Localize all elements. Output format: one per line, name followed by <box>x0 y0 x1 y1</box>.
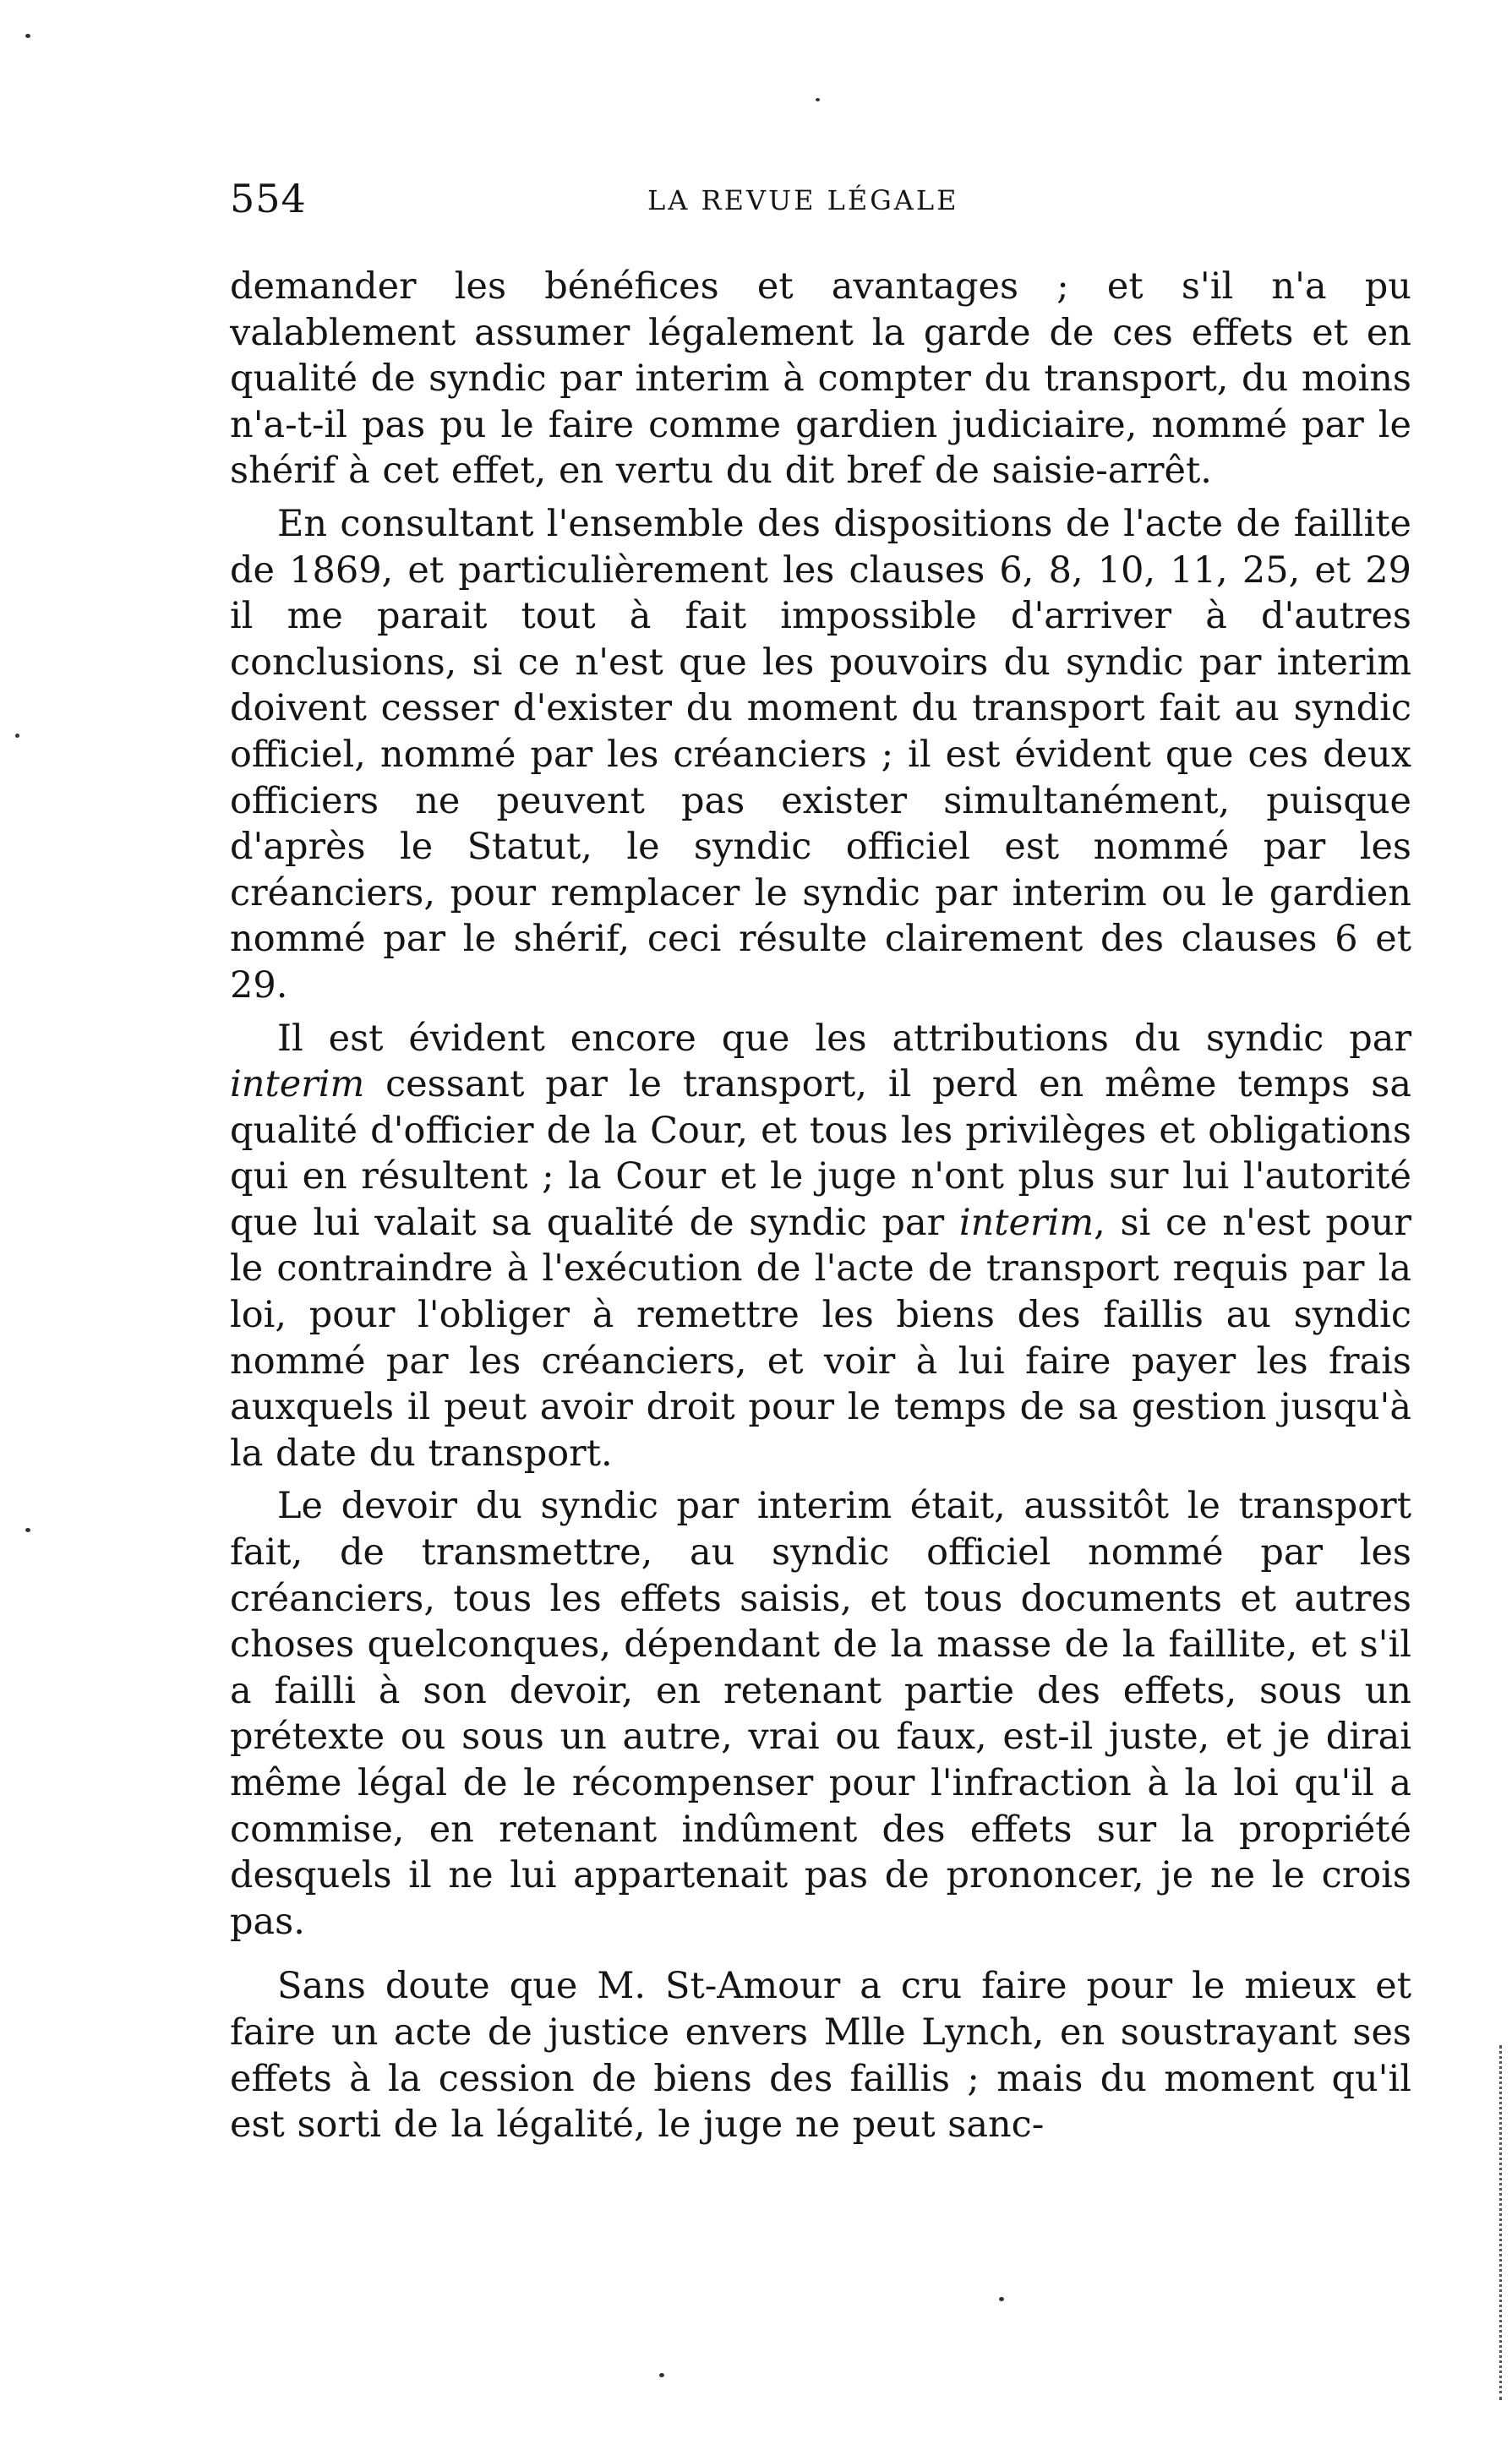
paragraph-2 <box>230 501 1411 1009</box>
paragraph-3 <box>230 1016 1411 1477</box>
scan-speck-left-margin-2 <box>25 1528 30 1532</box>
paragraph-1-text: demander les bénéfices et avantages ; et s'il n'a pu valablement assumer légalement la garde de ces effets et en qualité de syndic par interim à compter du transport, du moins n'a-t-il pas pu le faire comme gardien judiciaire, nommé par le shérif à cet effet, en vertu du dit bref de saisie-arrêt. <box>230 265 1411 493</box>
paragraph-3-text-c: , si ce n'est pour le contraindre à l'exécution de l'acte de transport requis par la loi, pour l'obliger à remettre les biens des faillis au syndic nommé par les créanciers, et voir à lui faire payer les frais auxquels il peut avoir droit pour le temps de sa gestion jusqu'à la date du transport. <box>230 1201 1411 1475</box>
paragraph-5 <box>230 1963 1411 2147</box>
page-number: 554 <box>230 176 307 221</box>
running-title: LA REVUE LÉGALE <box>647 184 959 216</box>
scan-speck-bottom-2 <box>659 2373 664 2377</box>
paragraph-4 <box>230 1483 1411 1945</box>
paragraph-5-text: Sans doute que M. St-Amour a cru faire pour le mieux et faire un acte de justice envers Mlle Lynch, en soustrayant ses effets à la cession de biens des faillis ; mais du moment qu'il est sorti de la légalité, le juge ne peut sanc- <box>230 1965 1411 2147</box>
paragraph-2-text: En consultant l'ensemble des dispositions de l'acte de faillite de 1869, et particulièrement les clauses 6, 8, 10, 11, 25, et 29 il me parait tout à fait impossible d'arriver à d'autres conclusions, si ce n'est que les pouvoirs du syndic par interim doivent cesser d'exister du moment du transport fait au syndic officiel, nommé par les créanciers ; il est évident que ces deux officiers ne peuvent pas exister simultanément, puisque d'après le Statut, le syndic officiel est nommé par les créanciers, pour remplacer le syndic par interim ou le gardien nommé par le shérif, ceci résulte clairement des clauses 6 et 29. <box>230 502 1411 1007</box>
paragraph-3-text-a: Il est évident encore que les attributions du syndic par <box>277 1017 1411 1060</box>
body-text <box>230 264 1411 2148</box>
scan-speck-bottom-1 <box>999 2297 1004 2301</box>
page-header <box>230 176 1413 226</box>
scan-speck-top-center <box>816 98 820 101</box>
paragraph-4-text: Le devoir du syndic par interim était, aussitôt le transport fait, de transmettre, au syndic officiel nommé par les créanciers, tous les effets saisis, et tous documents et autres choses quelconques, dépendant de la masse de la faillite, et s'il a failli à son devoir, en retenant partie des effets, sous un prétexte ou sous un autre, vrai ou faux, est-il juste, et je dirai même légal de le récompenser pour l'infraction à la loi qu'il a commise, en retenant indûment des effets sur la propriété desquels il ne lui appartenait pas de prononcer, je ne le crois pas. <box>230 1485 1411 1943</box>
paragraph-1 <box>230 264 1411 494</box>
paragraph-3-italic-interim-2: interim <box>958 1201 1094 1244</box>
scan-edge-line <box>1499 2045 1502 2400</box>
paragraph-3-text-b: cessant par le transport, il perd en même temps sa qualité d'officier de la Cour, et tous les privilèges et obligations qui en résultent ; la Cour et le juge n'ont plus sur lui l'autorité que lui valait sa qualité de syndic par <box>230 1063 1411 1244</box>
paragraph-3-italic-interim-1: interim <box>230 1063 365 1106</box>
scan-speck-left-margin <box>15 734 19 738</box>
scan-speck-top-left <box>25 34 30 38</box>
